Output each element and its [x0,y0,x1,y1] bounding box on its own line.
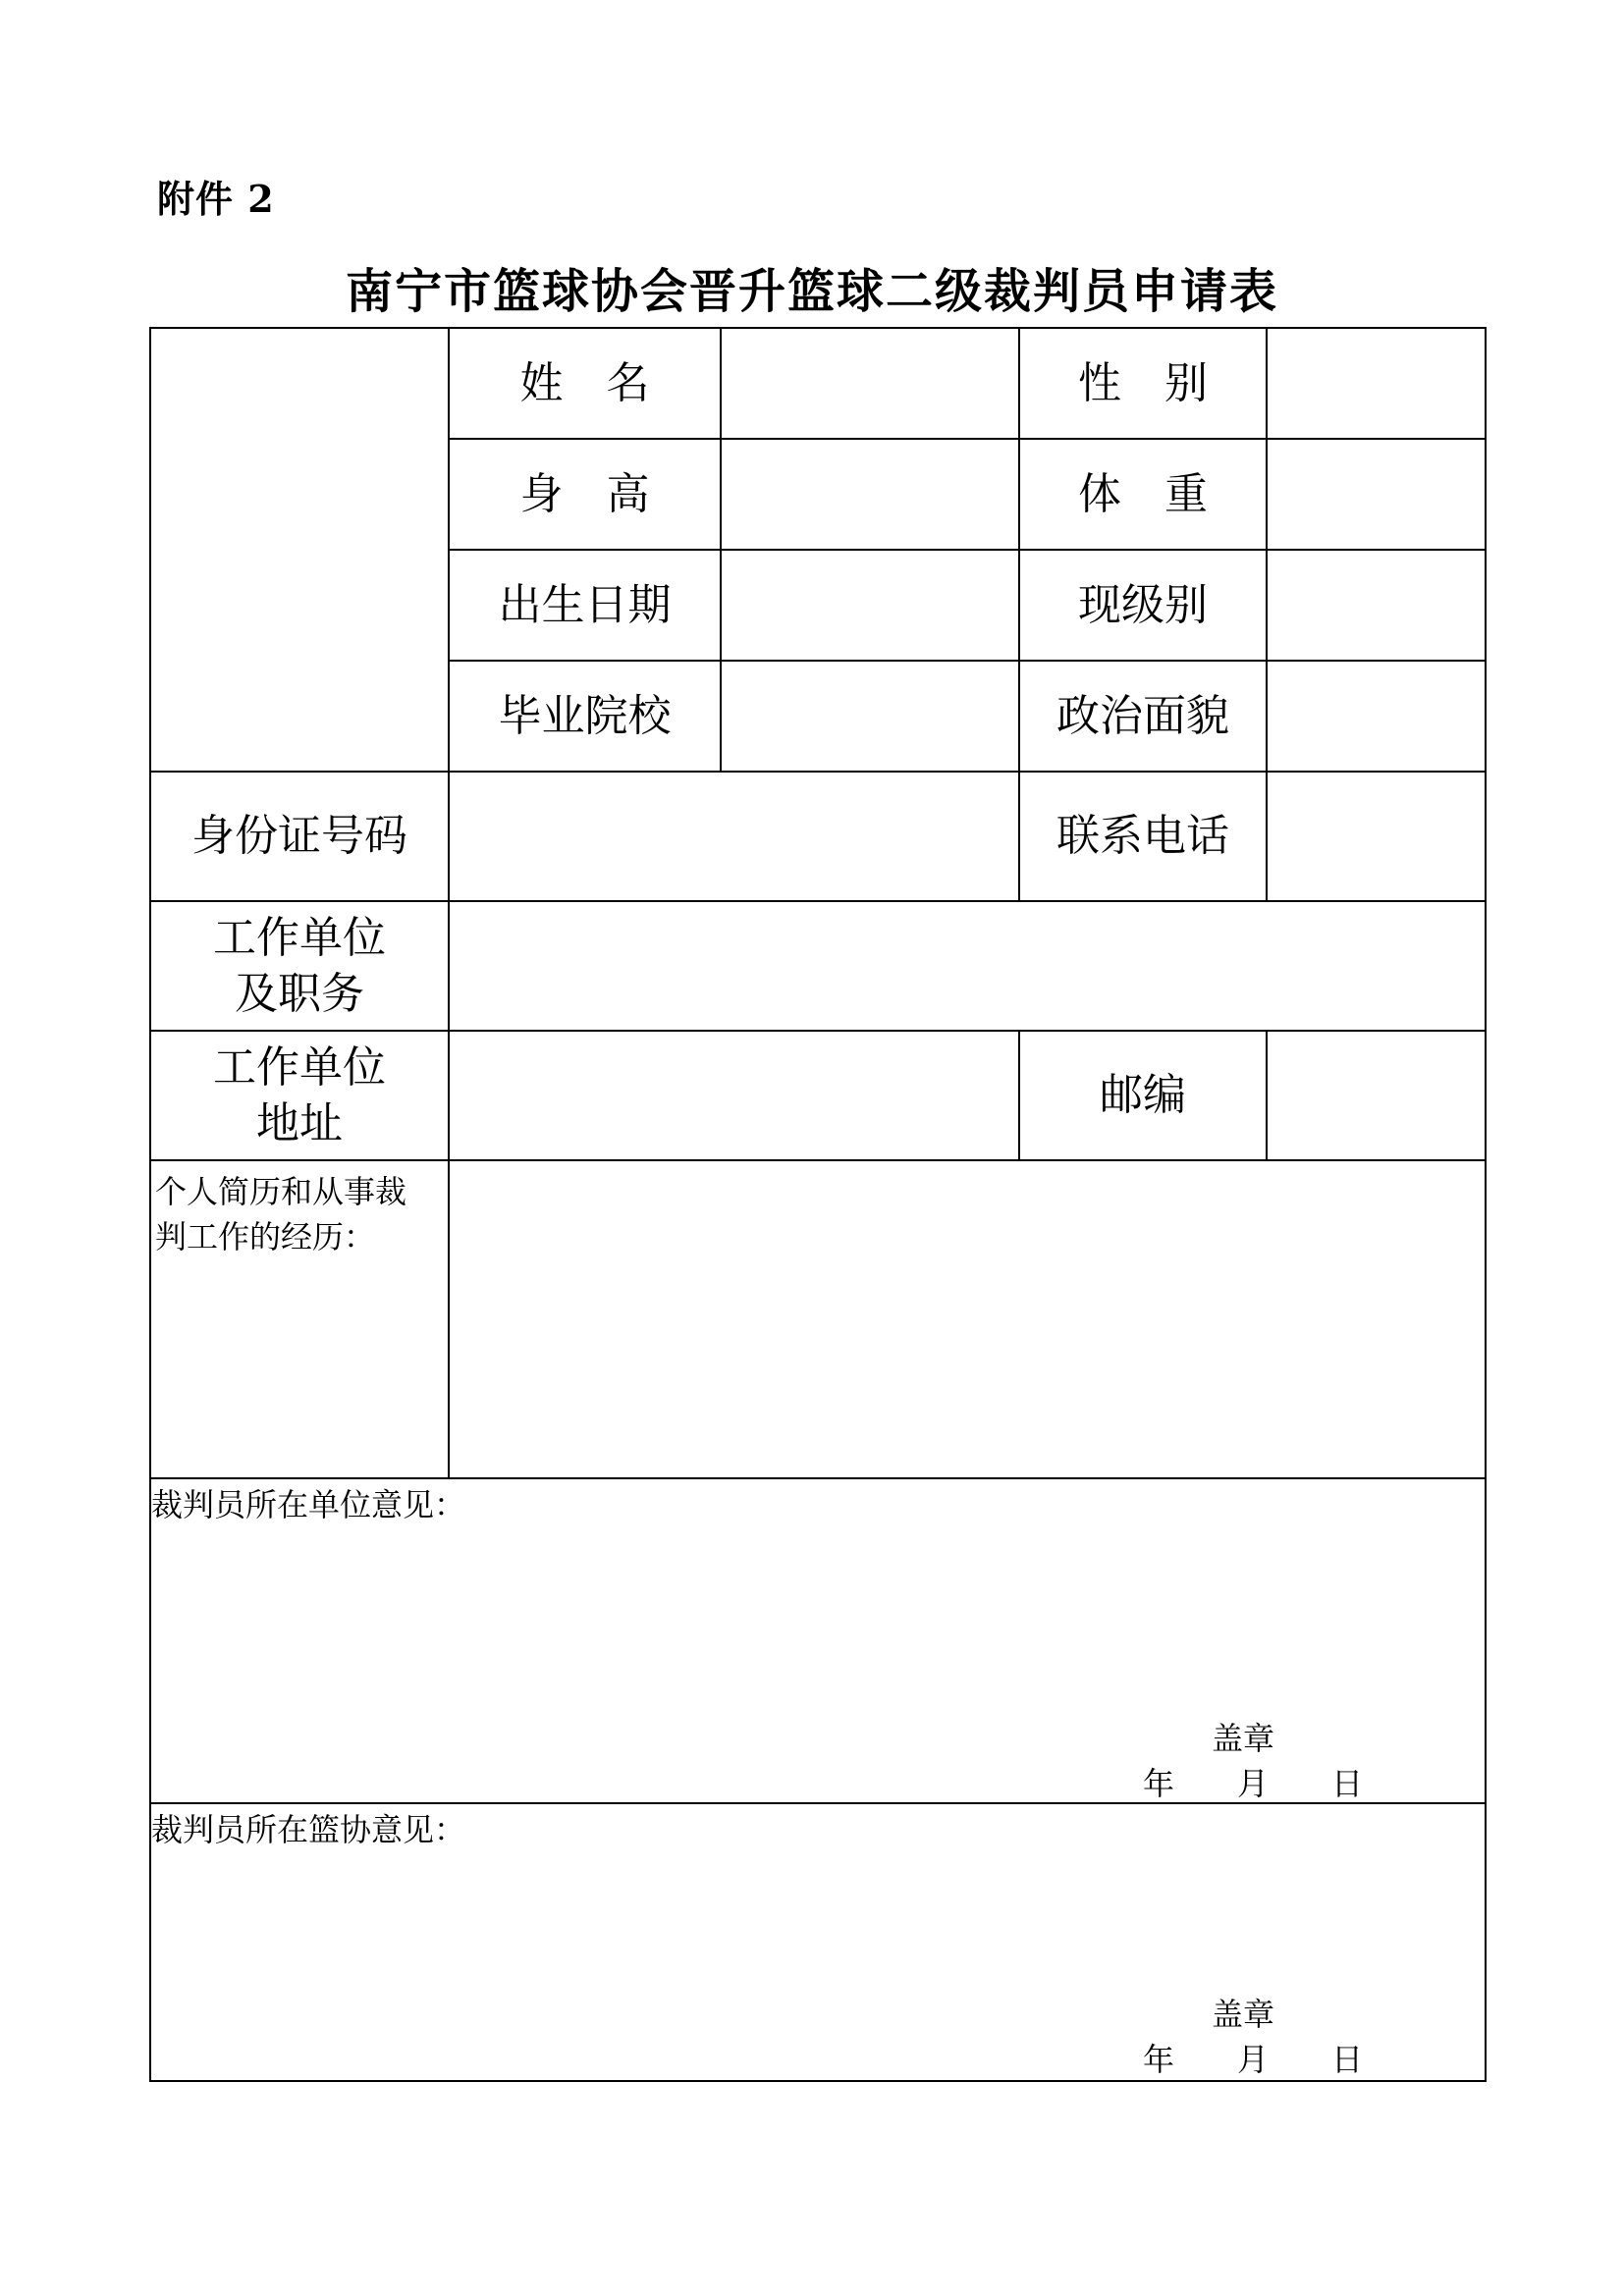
resume-value[interactable] [449,1160,1486,1478]
school-value[interactable] [721,661,1019,772]
postcode-label: 邮编 [1019,1031,1267,1160]
gender-value[interactable] [1267,328,1486,439]
work-unit-label-line2: 及职务 [235,969,364,1019]
work-unit-label-line1: 工作单位 [213,912,386,963]
postcode-value[interactable] [1267,1031,1486,1160]
name-value[interactable] [721,328,1019,439]
resume-label-line2: 判工作的经历： [155,1218,376,1256]
phone-label: 联系电话 [1019,772,1267,901]
work-address-label-line1: 工作单位 [213,1041,386,1093]
unit-opinion-cell[interactable] [150,1478,1486,1803]
birth-date-value[interactable] [721,550,1019,661]
unit-seal-label: 盖章 [1212,1720,1275,1757]
work-unit-value[interactable] [449,901,1486,1031]
association-date-label: 年 月 日 [1143,2041,1364,2078]
work-address-value[interactable] [449,1031,1019,1160]
weight-label: 体 重 [1019,439,1267,550]
current-level-value[interactable] [1267,550,1486,661]
name-label: 姓 名 [449,328,721,439]
work-address-label [150,1031,449,1160]
form-title: 南宁市篮球协会晋升篮球二级裁判员申请表 [345,264,1278,319]
unit-date-label: 年 月 日 [1143,1765,1364,1802]
birth-date-label: 出生日期 [449,550,721,661]
association-seal-label: 盖章 [1212,1996,1275,2033]
height-value[interactable] [721,439,1019,550]
phone-value[interactable] [1267,772,1486,901]
gender-label: 性 别 [1019,328,1267,439]
photo-cell[interactable] [150,328,449,772]
current-level-label: 现级别 [1019,550,1267,661]
id-number-value[interactable] [449,772,1019,901]
political-status-value[interactable] [1267,661,1486,772]
application-form-table [149,327,1487,2082]
id-number-label: 身份证号码 [150,772,449,901]
attachment-label: 附件 2 [157,177,275,221]
height-label: 身 高 [449,439,721,550]
resume-label [150,1160,449,1478]
resume-label-line1: 个人简历和从事裁 [155,1173,407,1210]
work-unit-label [150,901,449,1031]
weight-value[interactable] [1267,439,1486,550]
association-opinion-label: 裁判员所在篮协意见： [151,1811,466,1848]
school-label: 毕业院校 [449,661,721,772]
political-status-label: 政治面貌 [1019,661,1267,772]
association-opinion-cell[interactable] [150,1803,1486,2081]
unit-opinion-label: 裁判员所在单位意见： [151,1486,466,1523]
work-address-label-line2: 地址 [256,1098,343,1148]
